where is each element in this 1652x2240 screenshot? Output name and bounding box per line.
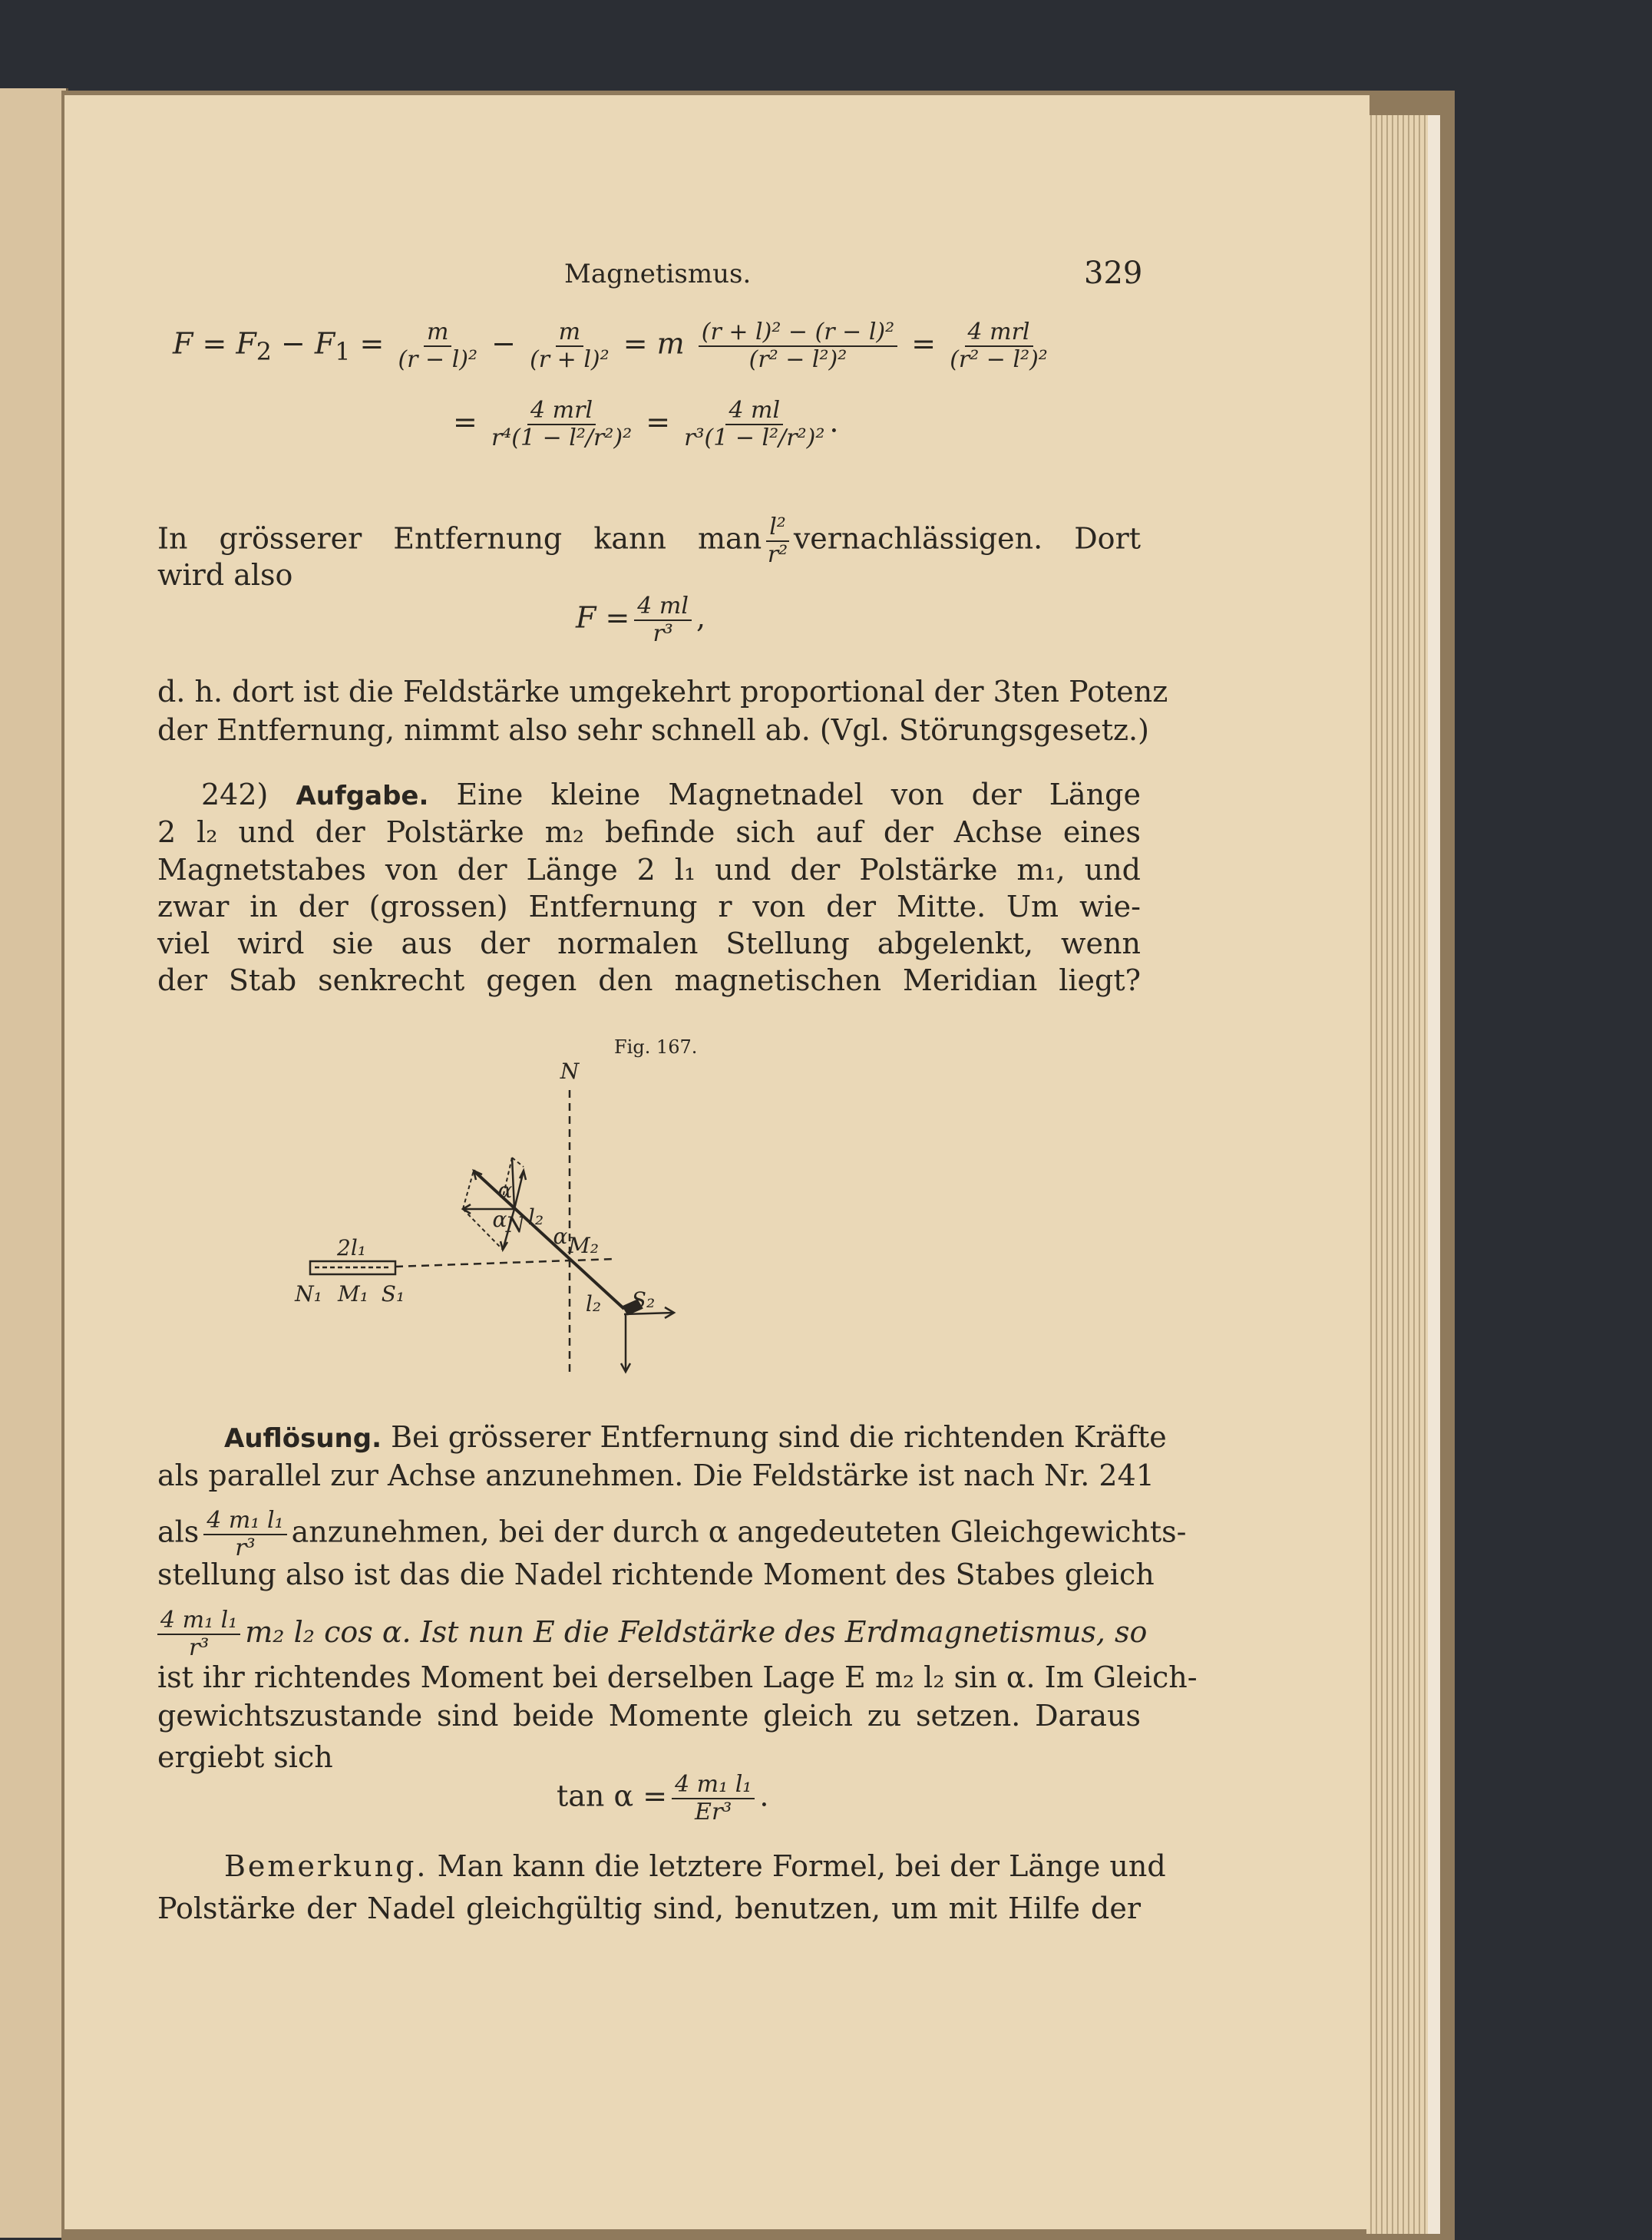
paragraph-5-line-2: Polstärke der Nadel gleichgültig sind, benutzen, um mit Hilfe der (157, 1891, 1141, 1925)
label-alpha-lower: α (492, 1207, 507, 1232)
label-l2-upper: l₂ (527, 1204, 544, 1230)
paragraph-4-line-3: als $\frac{\text{4 m₁ l₁}}{\text{r³}}$ anzunehmen, bei der durch α angedeuteten Gleichgewichts- (157, 1507, 1187, 1561)
running-title: Magnetismus. (564, 259, 752, 289)
paragraph-3-line-2: 2 l₂ und der Polstärke m₂ befinde sich auf der Achse eines (157, 815, 1141, 849)
paragraph-4-line-6: ist ihr richtendes Moment bei derselben Lage E m₂ l₂ sin α. Im Gleich- (157, 1660, 1198, 1694)
paragraph-4-line-5: $\frac{\text{4 m₁ l₁}}{\text{r³}}$ m₂ l₂ cos α. Ist nun E die Feldstärke des Erdmagnetismus, so (157, 1609, 1141, 1660)
paragraph-3-line-4: zwar in der (grossen) Entfernung r von der Mitte. Um wie- (157, 890, 1141, 923)
paragraph-3-line-3: Magnetstabes von der Länge 2 l₁ und der Polstärke m₁, und (157, 853, 1141, 887)
equation-2: = $\frac{\text{4 mrl}}{\text{r⁴(1 − l²/r²)²}}$ = $\frac{4 ml}{\text{r³(1 − l²/r²)²}}$ . (453, 397, 839, 451)
page-number: 329 (1084, 256, 1143, 291)
equation-4: tan α = $\frac{\text{4 m₁ l₁}}{\text{Er³}}$ . (557, 1771, 769, 1825)
paragraph-4-line-8: ergiebt sich (157, 1740, 333, 1774)
label-l2-lower: l₂ (585, 1291, 602, 1317)
paragraph-1-line-2: wird also (157, 558, 293, 592)
paragraph-3-line-1: 242) Aufgabe. Eine kleine Magnetnadel von der Länge (201, 778, 1141, 811)
label-needle-north: N (505, 1212, 525, 1237)
paragraph-2-line-2: der Entfernung, nimmt also sehr schnell ab. (Vgl. Störungsgesetz.) (157, 713, 1149, 747)
figure-caption: Fig. 167. (614, 1036, 698, 1058)
paragraph-4-line-2: als parallel zur Achse anzunehmen. Die Feldstärke ist nach Nr. 241 (157, 1459, 1155, 1492)
paragraph-4-line-1: Auflösung. Bei grösserer Entfernung sind die richtenden Kräfte (224, 1420, 1167, 1454)
label-m1: M₁ (338, 1281, 368, 1307)
label-bar-length: 2l₁ (337, 1235, 366, 1260)
paragraph-3-line-6: der Stab senkrecht gegen den magnetischen Meridian liegt? (157, 963, 1141, 997)
label-s2: S₂ (631, 1287, 656, 1313)
paragraph-5-line-1: Bemerkung. Man kann die letztere Formel, bei der Länge und (224, 1849, 1166, 1883)
paragraph-4-line-4: stellung also ist das die Nadel richtende Moment des Stabes gleich (157, 1558, 1155, 1591)
equation-3: F = $\frac{4 ml}{\text{r³}}$ , (576, 593, 706, 647)
label-north: N (560, 1059, 580, 1084)
equation-1: $F = F_2 - F_1$ = $\frac{m}{\text{(r − l)²}}$ − $\frac{m}{\text{(r + l)²}}$ = m $\frac{\text{(r + l)² − (r − l)²}}{\text{(r² − l²)²}}$ = $\frac{\text{4 mrl}}{\text{(r² − l²)²}}$ (173, 319, 1048, 373)
label-m2: M₂ (568, 1233, 599, 1258)
paragraph-4-line-7: gewichtszustande sind beide Momente gleich zu setzen. Daraus (157, 1699, 1141, 1733)
axis-dashed-line (395, 1259, 616, 1267)
paragraph-2-line-1: d. h. dort ist die Feldstärke umgekehrt proportional der 3ten Potenz (157, 675, 1168, 709)
label-alpha-m2: α (553, 1224, 568, 1249)
paragraph-3-line-5: viel wird sie aus der normalen Stellung abgelenkt, wenn (157, 927, 1141, 960)
paragraph-1-line-1: In grösserer Entfernung kann man $\frac{\text{l²}}{\text{r²}}$ vernachlässigen. Dort (157, 514, 1141, 568)
magnet-needle (474, 1171, 624, 1309)
label-s1: S₁ (381, 1281, 405, 1307)
label-n1: N₁ (295, 1281, 322, 1307)
force-arrow-up (514, 1171, 524, 1209)
label-alpha-upper: α (497, 1178, 513, 1203)
